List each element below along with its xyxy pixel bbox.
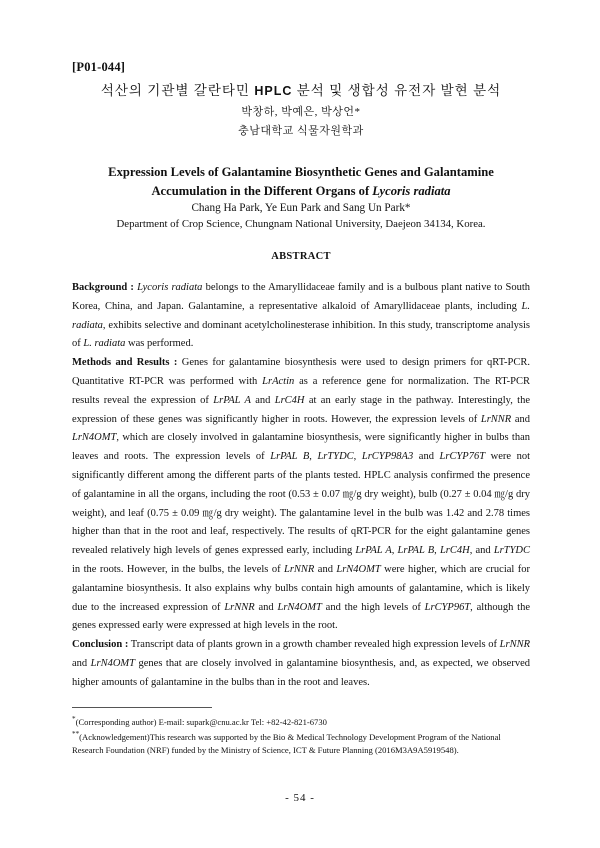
gene-name: LrCYP76T bbox=[439, 451, 486, 463]
footnote-divider bbox=[72, 707, 212, 708]
gene-name: LrPAL B bbox=[270, 451, 310, 463]
methods-text: and bbox=[511, 413, 530, 425]
english-authors: Chang Ha Park, Ye Eun Park and Sang Un Park* bbox=[191, 202, 411, 214]
methods-text: , bbox=[353, 451, 362, 463]
english-affiliation: Department of Crop Science, Chungnam National University, Daejeon 34134, Korea. bbox=[116, 218, 486, 230]
species-abbrev: L. radiata bbox=[83, 338, 126, 350]
background-text: was performed. bbox=[125, 338, 194, 350]
species-abbrev: L. radiata bbox=[72, 300, 530, 331]
gene-name: LrNNR bbox=[284, 563, 315, 575]
methods-text: and bbox=[254, 601, 278, 613]
gene-name: LrN4OMT bbox=[72, 432, 117, 444]
gene-name: LrPAL B bbox=[397, 545, 435, 557]
korean-title-pre: 석산의 기관별 갈란타민 bbox=[100, 83, 255, 98]
gene-name: LrActin bbox=[262, 375, 295, 387]
methods-text: , bbox=[434, 545, 440, 557]
abstract-body bbox=[72, 279, 530, 693]
english-title-line1: Expression Levels of Galantamine Biosynthetic Genes and Galantamine bbox=[108, 165, 494, 179]
gene-name: LrPAL A bbox=[355, 545, 392, 557]
gene-name: LrTYDC bbox=[317, 451, 354, 463]
methods-text: , and bbox=[469, 545, 494, 557]
presentation-code: [P01-044] bbox=[72, 60, 126, 74]
korean-affiliation: 충남대학교 식물자원학과 bbox=[238, 125, 364, 137]
conclusion-text: and bbox=[72, 657, 91, 669]
methods-text: , which are closely involved in galantamine biosynthesis, were significantly higher in bulbs than leaves and roots. The expression levels of bbox=[72, 432, 530, 463]
methods-text: in the roots. However, in the bulbs, the levels of bbox=[72, 563, 284, 575]
methods-text: , bbox=[309, 451, 318, 463]
korean-title-post: 분석 및 생합성 유전자 발현 분석 bbox=[292, 83, 502, 98]
gene-name: LrCYP98A3 bbox=[361, 451, 414, 463]
korean-title bbox=[72, 79, 530, 99]
english-title-species: Lycoris radiata bbox=[372, 184, 451, 198]
page-number: - 54 - bbox=[285, 792, 315, 804]
gene-name: LrTYDC bbox=[493, 545, 531, 557]
conclusion-label: Conclusion : bbox=[72, 639, 129, 651]
conclusion-text: genes that are closely involved in galantamine biosynthesis, and, as expected, we observed higher amounts of galantamine in the bulbs than in the root and leaves. bbox=[72, 657, 530, 688]
abstract-heading: ABSTRACT bbox=[271, 251, 331, 262]
footnote-mark: ** bbox=[72, 730, 80, 739]
gene-name: LrCYP96T bbox=[424, 601, 471, 613]
gene-name: LrNNR bbox=[499, 639, 530, 651]
background-paragraph bbox=[72, 279, 530, 354]
methods-text: and the high levels of bbox=[321, 601, 425, 613]
footnote-acknowledgement bbox=[72, 728, 530, 756]
methods-text: at an early stage in the pathway. Interestingly, the expression of these genes was significantly higher in roots. However, the expression levels of bbox=[72, 394, 530, 425]
methods-text: Genes for galantamine biosynthesis were used to design primers for qRT-PCR. Quantitative RT-PCR was performed with bbox=[72, 357, 530, 387]
background-label: Background : bbox=[72, 282, 134, 293]
korean-title-hplc: HPLC bbox=[254, 84, 293, 98]
species-name: Lycoris radiata bbox=[137, 282, 203, 293]
methods-text: and bbox=[314, 563, 337, 575]
footnote-acknowledgement-text: (Acknowledgement)This research was supported by the Bio & Medical Technology Development Program of the National Research Foundation (NRF) funded by the Ministry of Science, ICT & Future Planning (2016M3A9A5919548). bbox=[72, 732, 501, 755]
english-title-line2 bbox=[72, 182, 530, 201]
methods-text: were not significantly different among the different parts of the plants tested. HPLC analysis confirmed the presence of galantamine in all the organs, including the root (0.53 ± 0.07 ㎎/g dry weight), bulb (0.27 ± 0.04 ㎎/g dry weight), and leaf (0.75 ± 0.09 ㎎/g dry weight). The galantamine level in the bulb was 1.42 and 2.78 times higher than that in the root and leaf, respectively. The results of qRT-PCR for the eight galantamine genes revealed relatively high levels of genes expressed early, including bbox=[72, 451, 530, 557]
gene-name: LrN4OMT bbox=[90, 657, 136, 669]
gene-name: LrN4OMT bbox=[336, 563, 381, 575]
english-title-line2-text: Accumulation in the Different Organs of bbox=[151, 184, 373, 198]
background-text: belongs to the Amaryllidaceae family and is a bulbous plant native to South Korea, China, and Japan. Galantamine, a representative alkaloid of Amaryllidaceae plants, including bbox=[72, 282, 531, 312]
conclusion-paragraph bbox=[72, 636, 530, 692]
footnotes bbox=[72, 713, 530, 756]
methods-text: were higher, which are crucial for galantamine biosynthesis. It also explains why bulbs contain high amounts of galantamine, which is likely due to the increased expression of bbox=[72, 563, 530, 613]
gene-name: LrNNR bbox=[224, 601, 255, 613]
gene-name: LrPAL A bbox=[213, 394, 251, 406]
methods-label: Methods and Results : bbox=[72, 357, 178, 369]
gene-name: LrC4H bbox=[274, 394, 305, 406]
methods-text: , although the genes expressed early were expressed at high levels in the root. bbox=[72, 601, 530, 632]
methods-text: and bbox=[250, 394, 275, 406]
gene-name: LrC4H bbox=[439, 545, 470, 557]
korean-authors: 박창하, 박예은, 박상언* bbox=[241, 106, 361, 118]
footnote-corresponding-text: (Corresponding author) E-mail: supark@cnu.ac.kr Tel: +82-42-821-6730 bbox=[75, 716, 327, 727]
abstract-page bbox=[72, 60, 530, 693]
conclusion-text: Transcript data of plants grown in a growth chamber revealed high expression levels of bbox=[128, 639, 500, 651]
gene-name: LrNNR bbox=[480, 413, 512, 425]
methods-paragraph bbox=[72, 354, 530, 636]
gene-name: LrN4OMT bbox=[277, 601, 322, 613]
background-text: , exhibits selective and dominant acetylcholinesterase inhibition. In this study, transcriptome analysis of bbox=[72, 319, 530, 350]
methods-text: , bbox=[391, 545, 398, 557]
footnote-mark: * bbox=[72, 715, 76, 723]
footnote-corresponding bbox=[72, 713, 530, 728]
english-title bbox=[72, 163, 530, 201]
methods-text: as a reference gene for normalization. The RT-PCR results reveal the expression of bbox=[72, 375, 530, 406]
methods-text: and bbox=[413, 451, 440, 463]
